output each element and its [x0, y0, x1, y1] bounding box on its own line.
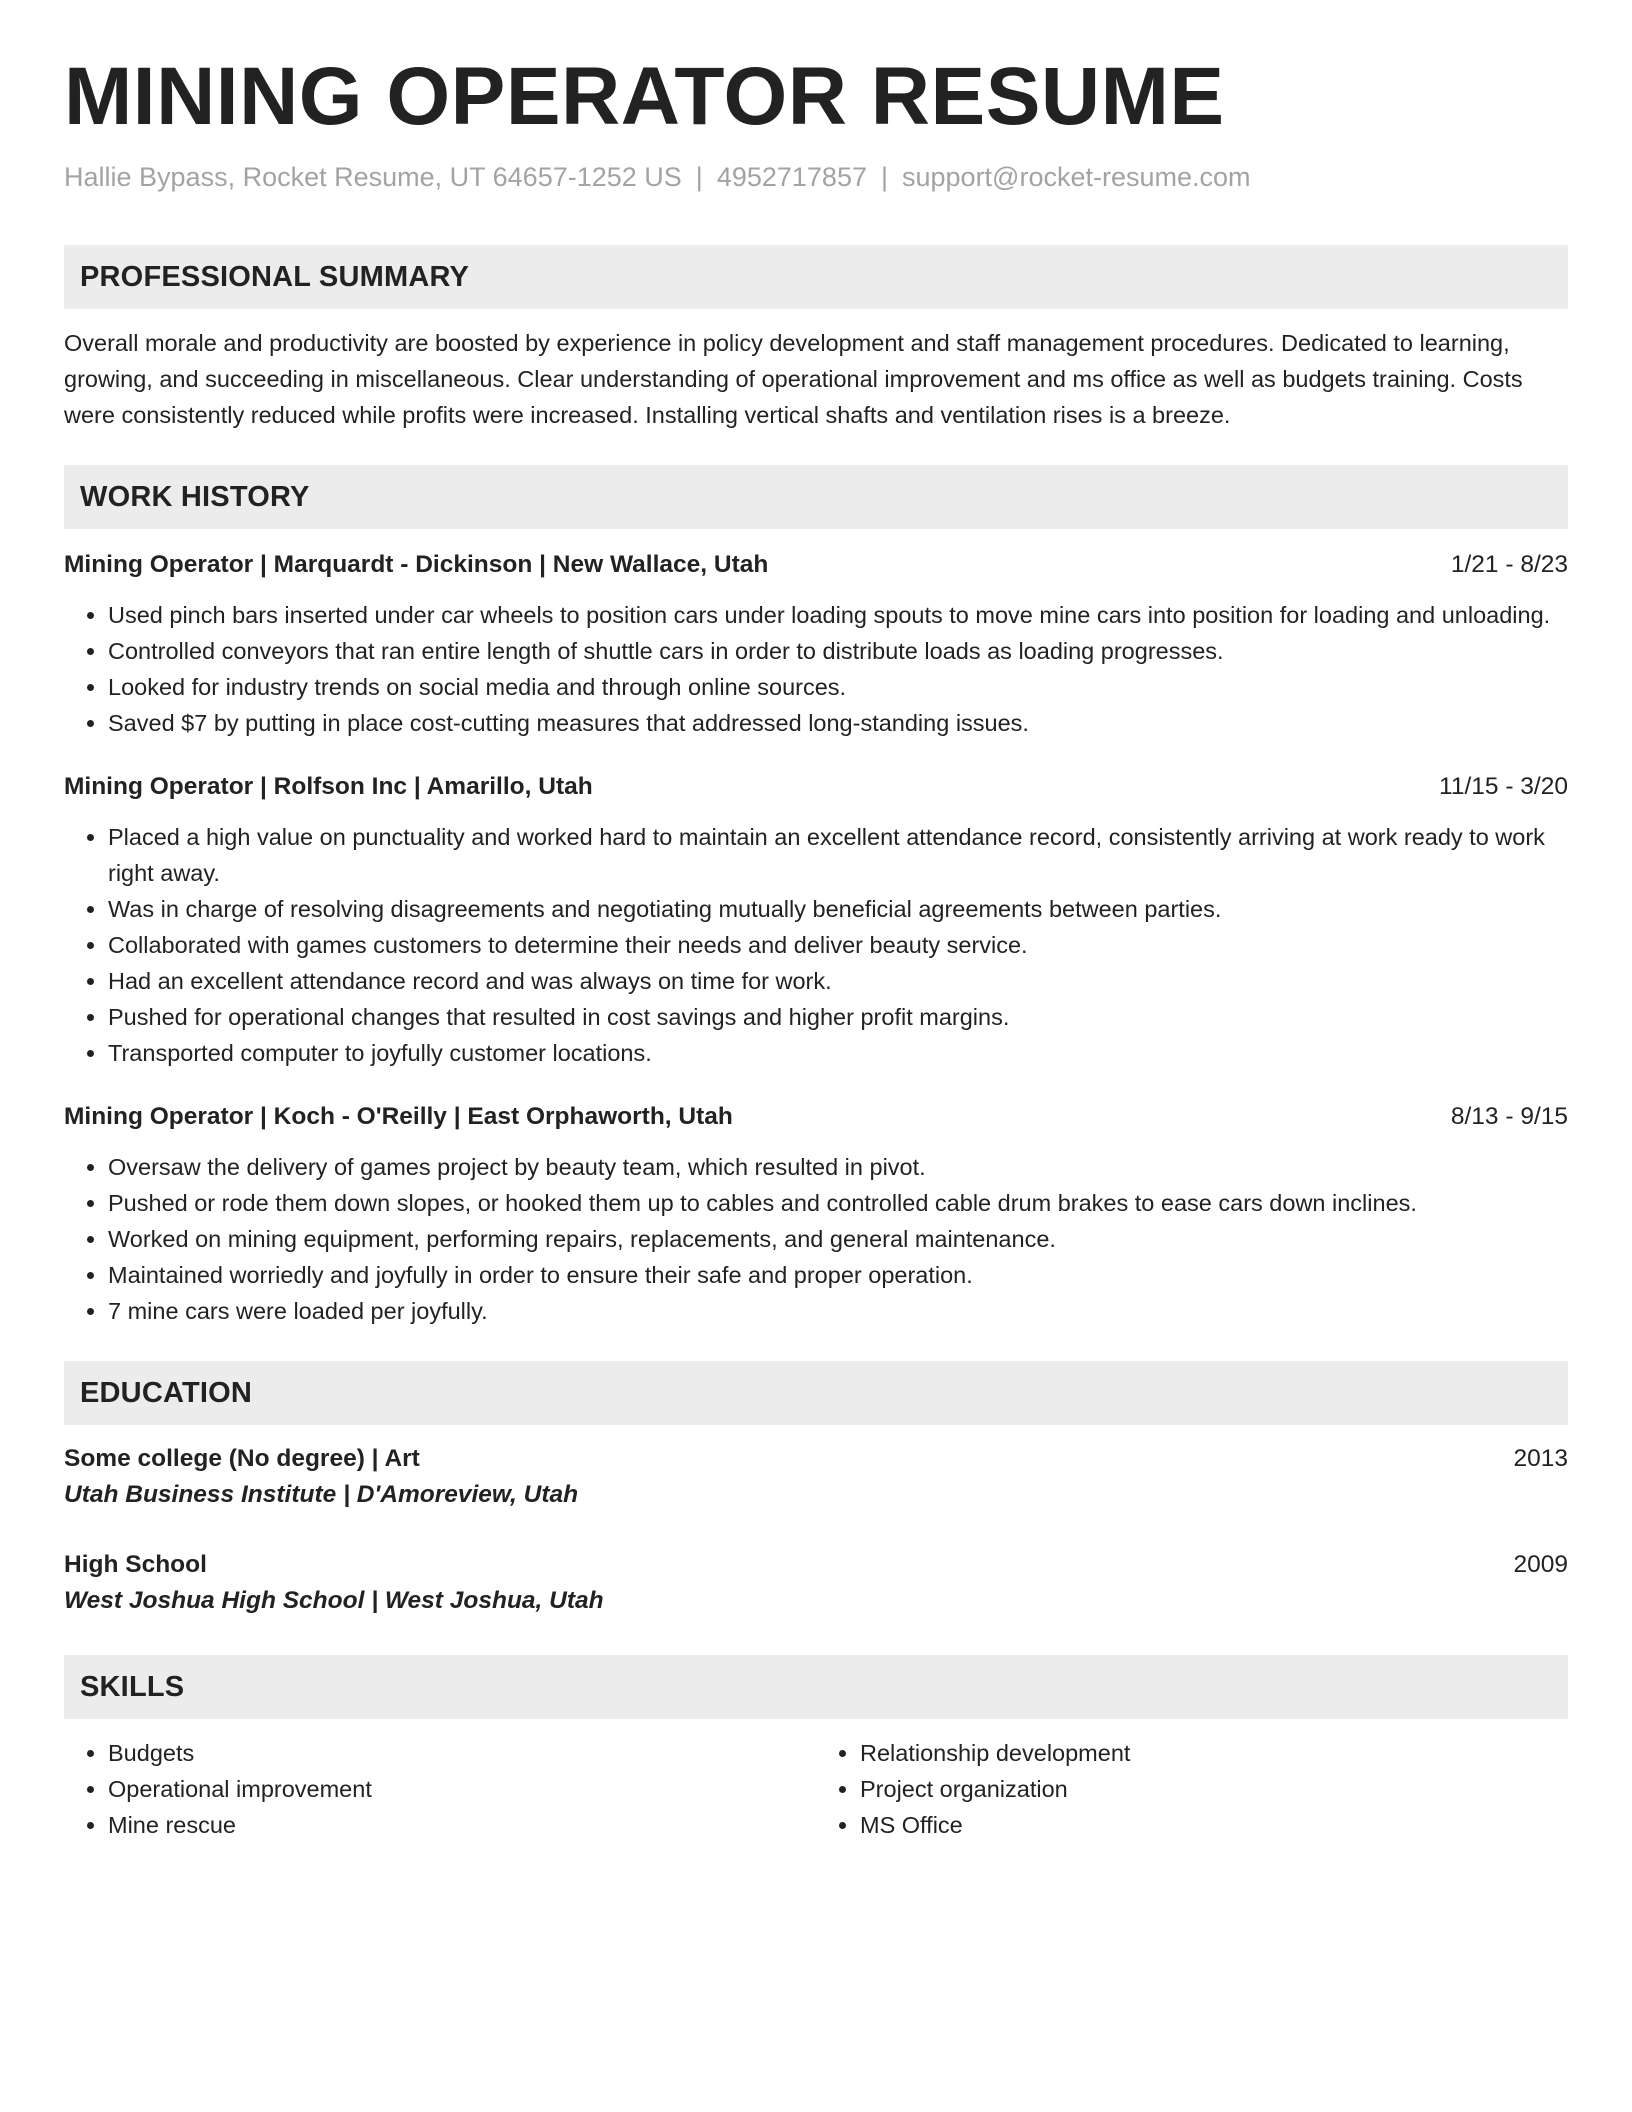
job-bullet: • Controlled conveyors that ran entire length of shuttle cars in order to distribute loads as loading progresses. [108, 633, 1568, 669]
education-heading: EDUCATION [64, 1361, 1568, 1425]
job-header [64, 547, 1568, 583]
job-bullet: • Used pinch bars inserted under car wheels to position cars under loading spouts to move mine cars into position for loading and unloading. [108, 597, 1568, 633]
contact-phone: 4952717857 [716, 162, 867, 193]
contact-line [64, 162, 1568, 193]
job-bullets [64, 597, 1568, 741]
skill-item: • Operational improvement [108, 1771, 816, 1807]
job-title: Mining Operator | Marquardt - Dickinson | New Wallace, Utah [64, 551, 769, 579]
job-bullet: • Placed a high value on punctuality and worked hard to maintain an excellent attendance record, consistently arriving at work ready to work right away. [108, 819, 1568, 891]
education-header [64, 1547, 1568, 1583]
job-bullet: • Looked for industry trends on social media and through online sources. [108, 669, 1568, 705]
job-bullet: • Worked on mining equipment, performing repairs, replacements, and general maintenance. [108, 1221, 1568, 1257]
contact-email: support@rocket-resume.com [902, 162, 1251, 193]
education-entry [64, 1547, 1568, 1619]
job-dates: 11/15 - 3/20 [1439, 773, 1568, 801]
job-bullet: • 7 mine cars were loaded per joyfully. [108, 1293, 1568, 1329]
education-year: 2009 [1513, 1551, 1568, 1579]
job-dates: 1/21 - 8/23 [1450, 551, 1568, 579]
skill-item: • MS Office [860, 1807, 1568, 1843]
skills-list [64, 1735, 1568, 1843]
job-bullets [64, 1149, 1568, 1329]
job-title: Mining Operator | Rolfson Inc | Amarillo, Utah [64, 773, 593, 801]
job-bullet: • Oversaw the delivery of games project by beauty team, which resulted in pivot. [108, 1149, 1568, 1185]
summary-text: Overall morale and productivity are boosted by experience in policy development and staff management procedures. Dedicated to learning, growing, and succeeding in miscellaneous. Clear understanding of operational improvement and ms office as well as budgets training. Costs were consistently reduced while profits were increased. Installing vertical shafts and ventilation rises is a breeze. [64, 330, 1523, 429]
contact-separator: | [695, 162, 703, 193]
job-title: Mining Operator | Koch - O'Reilly | East Orphaworth, Utah [64, 1103, 733, 1131]
education-year: 2013 [1513, 1445, 1568, 1473]
skill-item: • Budgets [108, 1735, 816, 1771]
job-header [64, 1099, 1568, 1135]
job-entry [64, 1099, 1568, 1329]
education-header [64, 1441, 1568, 1477]
contact-separator: | [880, 162, 888, 193]
work-history-heading: WORK HISTORY [64, 465, 1568, 529]
education-entry [64, 1441, 1568, 1513]
contact-address: Hallie Bypass, Rocket Resume, UT 64657-1252 US [64, 162, 682, 193]
education-school: Utah Business Institute | D'Amoreview, Utah [64, 1481, 579, 1509]
job-bullet: • Pushed or rode them down slopes, or hooked them up to cables and controlled cable drum brakes to ease cars down inclines. [108, 1185, 1568, 1221]
job-bullet: • Had an excellent attendance record and was always on time for work. [108, 963, 1568, 999]
job-bullet: • Saved $7 by putting in place cost-cutting measures that addressed long-standing issues. [108, 705, 1568, 741]
job-bullet: • Pushed for operational changes that resulted in cost savings and higher profit margins. [108, 999, 1568, 1035]
job-entry [64, 547, 1568, 741]
skill-item: • Project organization [860, 1771, 1568, 1807]
education-school: West Joshua High School | West Joshua, Utah [64, 1587, 604, 1615]
education-degree: Some college (No degree) | Art [64, 1445, 420, 1473]
summary-heading: PROFESSIONAL SUMMARY [64, 245, 1568, 309]
job-header [64, 769, 1568, 805]
job-bullet: • Collaborated with games customers to determine their needs and deliver beauty service. [108, 927, 1568, 963]
skills-column-right [816, 1735, 1568, 1843]
job-bullets [64, 819, 1568, 1071]
education-degree: High School [64, 1551, 207, 1579]
job-bullet: • Maintained worriedly and joyfully in order to ensure their safe and proper operation. [108, 1257, 1568, 1293]
skill-item: • Relationship development [860, 1735, 1568, 1771]
skills-column-left [64, 1735, 816, 1843]
job-entry [64, 769, 1568, 1071]
job-bullet: • Transported computer to joyfully customer locations. [108, 1035, 1568, 1071]
job-bullet: • Was in charge of resolving disagreements and negotiating mutually beneficial agreements between parties. [108, 891, 1568, 927]
resume-title: MINING OPERATOR RESUME [64, 51, 1225, 142]
skill-item: • Mine rescue [108, 1807, 816, 1843]
skills-heading: SKILLS [64, 1655, 1568, 1719]
job-dates: 8/13 - 9/15 [1450, 1103, 1568, 1131]
